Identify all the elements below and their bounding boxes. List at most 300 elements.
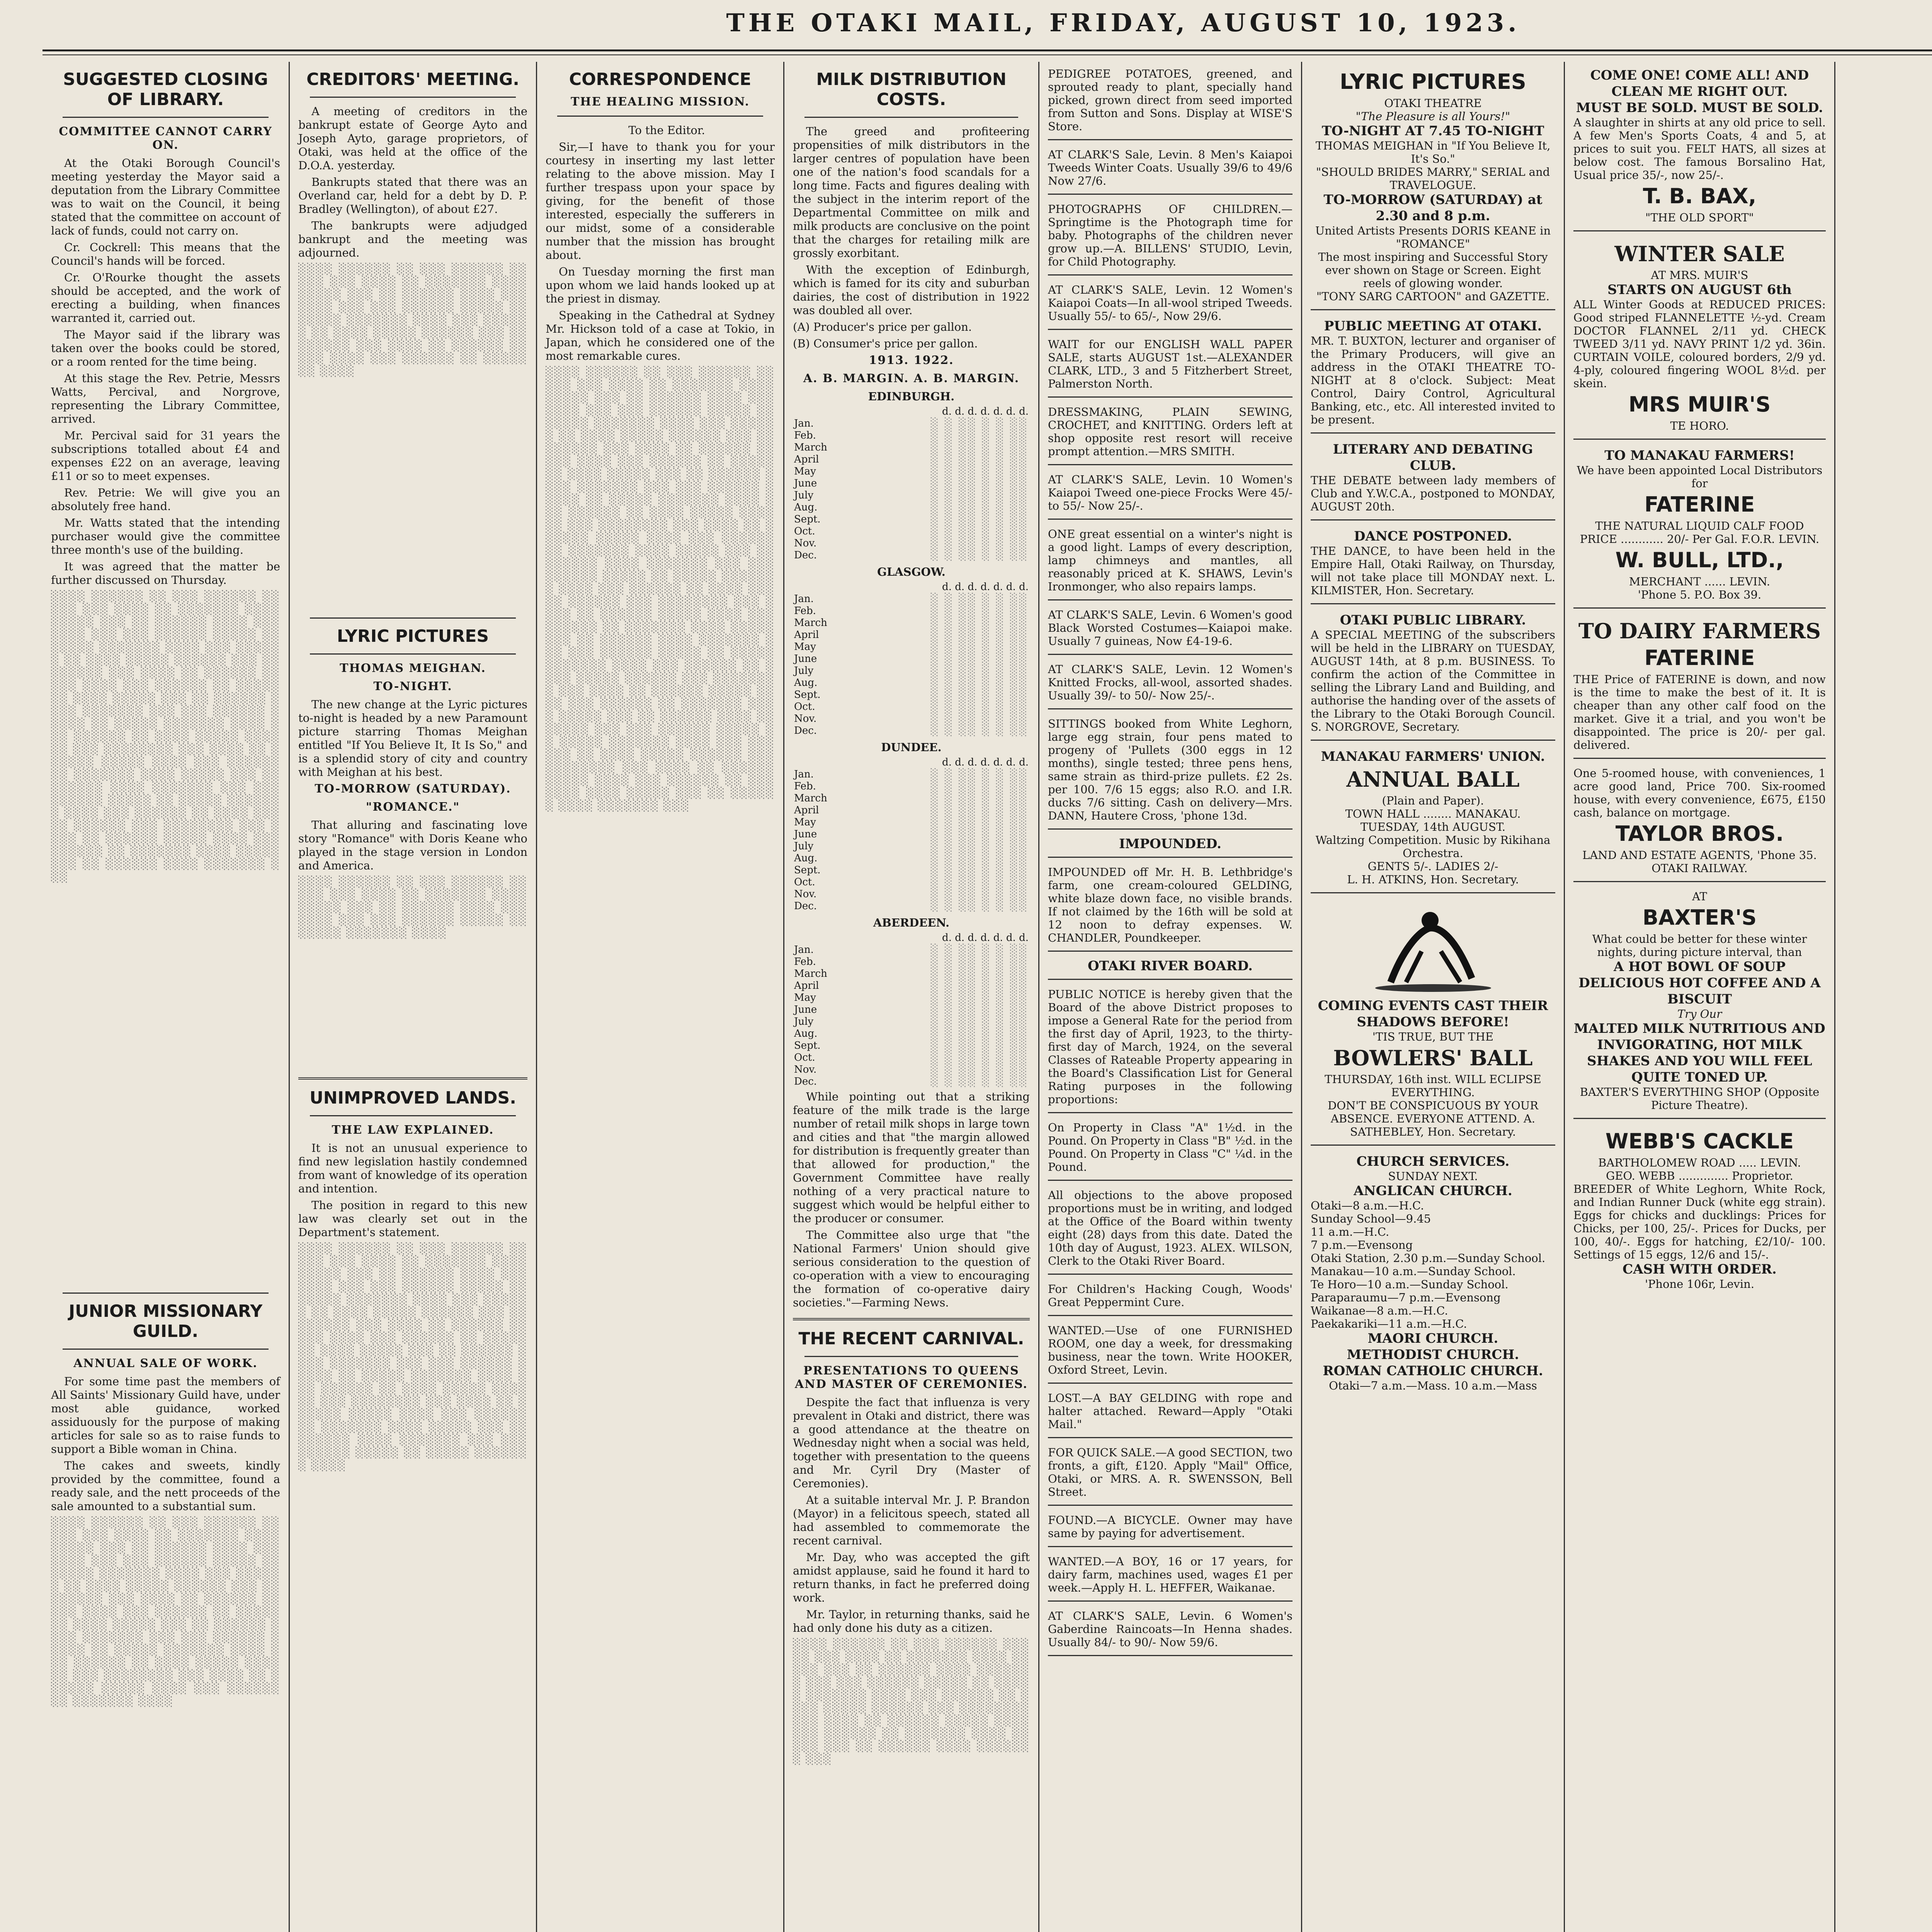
illegible-text-block: ░░░░ ░░░░░░ ░░ ░░░ ░░░░░░ ░░░░░ ░░░ ░░░░ ░░ ░░░░░░░ ░░░░ ░░░░░ ░░░ ░░ ░░░░░░ ░░░░ ░░░░░░░ ░░░ ░░░ ░░░░░░ ░░░░░ ░░ ░░░░░ ░░░░░░░ ░░░░ ░░░ ░░░░░░ ░░ ░░░░ ░░░░░ ░░░░░░ ░░░ ░░░░░░░░ ░░░ ░░░░ ░░ ░░░░░░ ░░░░░ ░░░░ ░░░ ░░░░░░ ░░ ░░░░░░░ ░░░░ ░░░░░ ░░░ ░░ ░░░░░░ ░░░░ ░░░░░░░ ░░░ ░░░ ░░░░░░ ░░░░░ ░░ ░░░░░ ░░░░░░░ ░░░░ ░░░ ░░░░░░ ░░ ░░░░ ░░░░░ ░░░░░░ ░░░ ░░░░░░░░ ░░░ ░░░░ ░░ ░░░░░░ ░░░░░ ░░░░ ░░░ ░░░░░░ ░░ ░░░░░░░ ░░░░ ░░░░░ ░░░ ░░ ░░░░░░ ░░░░ ░░░░░░░ ░░░ ░░░ ░░░░░░ ░░░░░ ░░ ░░░░░ ░░░░░░░ ░░░░ ░░░ ░░░░░░ ░░ ░░░░ ░░░░░ ░░░░░░ ░░░ ░░░░░░░░ ░░░ ░░░░ ░░ ░░░░░░ ░░░░░ ░░░░ ░░░ ░░░░░░ ░░ ░░░░░░░ ░░░░ ░░░░░ ░░░ ░░ ░░░░░░ ░░░░ ░░░░░░░ ░░░ ░░░ ░░░░░░ ░░░░░ ░░ ░░░░░ ░░░░░░░ ░░░░ ░░░ ░░░░░░ ░░ ░░░░ ░░░░░ ░░░░░░ ░░░ ░░░░░░░░ ░░░ ░░░░ ░░ ░░░░░░ ░░░░░ ░░░░ ░░░ ░░░░░░ ░░ ░░░░░░░ ░░░░ ░░░░░ ░░░ ░░ ░░░░░░ ░░░░ ░░░░░░░ ░░░ ░░░ ░░░░░░ ░░░░░ ░░ ░░░░░ ░░░░░░░ ░░░░ ░░░ ░░░░░░ ░░ ░░░░ ░░░░░ ░░░░░░ ░░░ ░░░░░░░░ ░░░ ░░░░ ░░ ░░░░░░ ░░░░░ ░░░░ ░░░ ░░░░░░ ░░ ░░░░░░░ ░░░░ ░░░░░ ░░░ ░░ ░░░░░░ ░░░░ ░░░░░░░ ░░░ — [546, 366, 775, 812]
faterine2-text: THE Price of FATERINE is down, and now is the time to make the best of it. It is cheaper than any other calf food on the market. Give it a trial, and you won't be disappointed. The price is 20/- per gal. delivered. — [1573, 673, 1826, 752]
webb-text: BREEDER of White Leghorn, White Rock, and Indian Runner Duck (white egg strain). Eggs for chicks and ducklings: Prices for Chicks, per 100, 25/-. Prices for Ducks, per 100, 40/-. Eggs for hatching, £2/10/- 100. Settings of 15 eggs, 12/6 and 15/-. — [1573, 1182, 1826, 1261]
table-legend: (A) Producer's price per gallon. — [793, 320, 972, 333]
taylor-ad — [1573, 761, 1826, 882]
table-row — [793, 653, 1030, 665]
table-illegible-values: ░ ░ ░░ ░ ░ ░░ — [930, 665, 1029, 677]
table-row — [793, 876, 1030, 888]
table-month: June — [794, 653, 817, 665]
table-row — [793, 605, 1030, 617]
paragraph: Cr. O'Rourke thought the assets should be accepted, and the work of erecting a building, when finances warranted it, carried out. — [51, 271, 280, 325]
table-row — [793, 406, 1030, 418]
church-line: Paekakariki—11 a.m.—H.C. — [1311, 1317, 1467, 1330]
table-illegible-values: ░ ░ ░░ ░ ░ ░░ — [930, 418, 1029, 429]
illegible-text-block: ░░░░ ░░░░░░ ░░ ░░░ ░░░░░░ ░░░░░ ░░░ ░░░░ ░░ ░░░░░░░ ░░░░ ░░░░░ ░░░ ░░ ░░░░░░ ░░░░ ░░░░░░░ ░░░ ░░░ ░░░░░░ ░░░░░ ░░ ░░░░░ ░░░░░░░ ░░░░ ░░░ ░░░░░░ ░░ ░░░░ ░░░░░ ░░░░░░ ░░░ ░░░░░░░░ ░░░ ░░░░ ░░ ░░░░░░ ░░░░░ ░░░░ ░░░ ░░░░░░ ░░ ░░░░░░░ ░░░░ ░░░░░ ░░░ ░░ ░░░░░░ ░░░░ ░░░░░░░ ░░░ ░░░ ░░░░░░ ░░░░░ ░░ ░░░░░ ░░░░░░░ ░░░░ ░░░ ░░░░░░ ░░ ░░░░ ░░░░░ ░░░░░░ ░░░ ░░░░░░░░ ░░░ ░░░░ ░░ ░░░░░░ ░░░░░ ░░░░ ░░░ ░░░░░░ ░░ ░░░░░░░ ░░░░ ░░░░░ ░░░ ░░ ░░░░░░ ░░░░ ░░░░░░░ ░░░ ░░░ ░░░░░░ ░░░░░ ░░ ░░░░░ ░░░░░░░ ░░░░ ░░░ ░░░░░░ ░░ ░░░░ ░░░░░ ░░░░░░ ░░░ ░░░░░░░░ ░░░ ░░░░ ░░ ░░░░░░ ░░░░░ ░░░░ ░░░ ░░░░░░ ░░ ░░░░░░░ ░░░░ ░░░░░ ░░░ ░░ ░░░░░░ ░░░░ ░░░░░░░ ░░░ — [51, 590, 280, 883]
table-row — [793, 1016, 1030, 1028]
table-row — [793, 968, 1030, 980]
winter-list: ALL Winter Goods at REDUCED PRICES: Good striped FLANNELETTE ½-yd. Cream DOCTOR FLANNEL 2/11 yd. CHECK TWEED 3/11 yd. NAVY PRINT 1/2 yd. 36in. CURTAIN VOILE, coloured borders, 2/9 yd. 4-ply, coloured fingering WOOL 8½d. per skein. — [1573, 298, 1826, 390]
webb-proprietor: GEO. WEBB .............. Proprietor. — [1606, 1169, 1793, 1182]
bowlers-tail: DON'T BE CONSPICUOUS BY YOUR ABSENCE. EVERYONE ATTEND. A. SATHEBLEY, Hon. Secretary. — [1327, 1099, 1539, 1138]
table-month: Feb. — [794, 605, 816, 617]
table-row — [793, 852, 1030, 864]
dairy-title: TO DAIRY FARMERS — [1578, 619, 1821, 643]
column-4 — [784, 62, 1039, 1932]
table-illegible-values: ░ ░ ░░ ░ ░ ░░ — [930, 689, 1029, 701]
table-illegible-values: ░ ░ ░░ ░ ░ ░░ — [930, 781, 1029, 792]
divider — [298, 1077, 527, 1080]
webb-sub: BARTHOLOMEW ROAD ..... LEVIN. — [1598, 1156, 1801, 1169]
table-illegible-values: ░ ░ ░░ ░ ░ ░░ — [930, 713, 1029, 724]
church-anglican: ANGLICAN CHURCH. — [1354, 1183, 1512, 1199]
ball-date: TUESDAY, 14th AUGUST. — [1360, 820, 1506, 833]
table-illegible-values: ░ ░ ░░ ░ ░ ░░ — [930, 605, 1029, 617]
table-row — [793, 629, 1030, 641]
subhead: ANNUAL SALE OF WORK. — [73, 1357, 258, 1370]
paragraph: The new change at the Lyric pictures to-night is headed by a new Paramount picture starring Thomas Meighan entitled "If You Believe It, It Is So," and is a splendid story of city and country with Meighan at his best. — [298, 698, 527, 779]
table-row — [793, 864, 1030, 876]
table-month: March — [794, 617, 827, 629]
table-illegible-values: ░ ░ ░░ ░ ░ ░░ — [930, 864, 1029, 876]
church-line: Waikanae—8 a.m.—H.C. — [1311, 1304, 1448, 1317]
table-row — [793, 526, 1030, 537]
table-illegible-values: ░ ░ ░░ ░ ░ ░░ — [930, 490, 1029, 501]
illegible-text-block: ░░░░ ░░░░░░ ░░ ░░░ ░░░░░░ ░░░░░ ░░░ ░░░░ ░░ ░░░░░░░ ░░░░ ░░░░░ ░░░ ░░ ░░░░░░ ░░░░ ░░░░░░░ ░░░ ░░░ ░░░░░░ ░░░░░ ░░ ░░░░░ ░░░░░░░ ░░░░ ░░░ ░░░░░░ ░░ ░░░░ ░░░░░ ░░░░░░ ░░░ ░░░░░░░░ ░░░ ░░░░ ░░ ░░░░░░ ░░░░░ ░░░░ ░░░ ░░░░░░ ░░ ░░░░░░░ ░░░░ ░░░░░ ░░░ ░░ ░░░░░░ ░░░░ ░░░░░░░ ░░░ ░░░ ░░░░░░ ░░░░░ ░░ ░░░░░ ░░░░░░░ ░░░░ ░░░ ░░░░░░ ░░ ░░░░ ░░░░░ ░░░░░░ ░░░ ░░░░░░░░ ░░░ ░░░░ ░░ ░░░░░░ ░░░░░ ░░░░ ░░░ ░░░░░░ ░░ ░░░░░░░ ░░░░ ░░░░░ ░░░ ░░ ░░░░░░ ░░░░ ░░░░░░░ ░░░ ░░░ ░░░░░░ ░░░░░ ░░ ░░░░░ ░░░░░░░ ░░░░ — [298, 1243, 527, 1471]
headline-correspondence: CORRESPONDENCE — [569, 70, 752, 89]
church-catholic: ROMAN CATHOLIC CHURCH. — [1323, 1363, 1543, 1379]
table-row — [793, 430, 1030, 442]
table-month: Aug. — [794, 502, 818, 513]
table-month: April — [794, 629, 819, 641]
table-city-heading: ABERDEEN. — [873, 916, 950, 929]
table-month: Oct. — [794, 701, 815, 713]
table-illegible-values: ░ ░ ░░ ░ ░ ░░ — [930, 617, 1029, 629]
classified-ads — [1048, 62, 1293, 1656]
table-row — [793, 980, 1030, 992]
table-illegible-values: ░ ░ ░░ ░ ░ ░░ — [930, 944, 1029, 956]
winter-start: STARTS ON AUGUST 6th — [1607, 282, 1792, 298]
table-city-heading: GLASGOW. — [877, 565, 946, 578]
table-row — [793, 828, 1030, 840]
table-unit-row: d. d. d. d. d. d. d. — [942, 581, 1029, 593]
table-month: March — [794, 793, 827, 804]
divider — [310, 653, 516, 655]
headline-guild: JUNIOR MISSIONARY GUILD. — [68, 1301, 263, 1341]
illegible-text-block: ░░░░ ░░░░░░ ░░ ░░░ ░░░░░░ ░░░░░ ░░░ ░░░░ ░░ ░░░░░░░ ░░░░ ░░░░░ ░░░ ░░ ░░░░░░ ░░░░ ░░░░░░░ ░░░ ░░░ ░░░░░░ ░░░░░ ░░ ░░░░░ ░░░░░░░ ░░░░ ░░░ ░░░░░░ ░░ ░░░░ ░░░░░ ░░░░░░ ░░░ ░░░░░░░░ ░░░ ░░░░ ░░ ░░░░░░ ░░░░░ ░░░░ ░░░ ░░░░░░ ░░ ░░░░░░░ ░░░░ ░░░░░ ░░░ ░░ ░░░░░░ ░░░░ ░░░░░░░ ░░░ — [793, 1638, 1030, 1765]
classified-ad: DRESSMAKING, PLAIN SEWING, CROCHET, and KNITTING. Orders left at shop opposite rest resort will receive prompt attention.—MRS SMITH. — [1048, 400, 1293, 465]
bowlers-ad — [1311, 896, 1555, 1146]
table-month: June — [794, 478, 817, 489]
paragraph: Mr. Day, who was accepted the gift amidst applause, said he found it hard to return thanks, in fact he preferred doing work. — [793, 1551, 1030, 1604]
table-month: July — [794, 840, 814, 852]
paragraph: Bankrupts stated that there was an Overland car, held for a debt by D. P. Bradley (Wellington), of about £27. — [298, 175, 527, 216]
milk-price-table — [793, 581, 1030, 737]
church-tail: Otaki—7 a.m.—Mass. 10 a.m.—Mass — [1329, 1379, 1537, 1392]
table-month: Oct. — [794, 1052, 815, 1063]
table-month: May — [794, 641, 816, 653]
table-month: Aug. — [794, 1028, 818, 1039]
table-row — [793, 781, 1030, 793]
table-month: July — [794, 665, 814, 677]
baxters-malted: MALTED MILK NUTRITIOUS AND INVIGORATING, HOT MILK SHAKES AND YOU WILL FEEL QUITE TONED UP. — [1574, 1021, 1825, 1085]
table-illegible-values: ░ ░ ░░ ░ ░ ░░ — [930, 769, 1029, 780]
paragraph: Despite the fact that influenza is very prevalent in Otaki and district, there was a good attendance at the theatre on Wednesday night when a social was held, together with presentation to the queens and Mr. Cyril Dry (Master of Ceremonies). — [793, 1396, 1030, 1490]
church-line: Manakau—10 a.m.—Sunday School. — [1311, 1265, 1516, 1278]
table-month: May — [794, 466, 816, 477]
table-illegible-values: ░ ░ ░░ ░ ░ ░░ — [930, 478, 1029, 489]
table-row — [793, 816, 1030, 828]
dance-ad — [1311, 523, 1555, 604]
baxters-title: BAXTER'S — [1642, 905, 1757, 930]
divider — [804, 1356, 1018, 1357]
table-month: Sept. — [794, 689, 821, 701]
table-illegible-values: ░ ░ ░░ ░ ░ ░░ — [930, 677, 1029, 689]
table-row — [793, 992, 1030, 1004]
table-month: Sept. — [794, 864, 821, 876]
table-row — [793, 713, 1030, 725]
lyric-sub: OTAKI THEATRE — [1384, 97, 1482, 110]
table-row — [793, 442, 1030, 454]
table-row — [793, 932, 1030, 944]
winter-title: WINTER SALE — [1614, 242, 1785, 266]
table-row — [793, 840, 1030, 852]
table-illegible-values: ░ ░ ░░ ░ ░ ░░ — [930, 1028, 1029, 1039]
table-row — [793, 804, 1030, 816]
paragraph: It was agreed that the matter be further discussed on Thursday. — [51, 560, 280, 587]
house-text: One 5-roomed house, with conveniences, 1 acre good land, Price 700. Six-roomed house, with every convenience, £675, £150 cash, balance on mortgage. — [1573, 767, 1826, 819]
baxters-soup: A HOT BOWL OF SOUP DELICIOUS HOT COFFEE AND A BISCUIT — [1578, 959, 1821, 1007]
table-illegible-values: ░ ░ ░░ ░ ░ ░░ — [930, 593, 1029, 605]
table-month: Aug. — [794, 677, 818, 689]
table-month: Jan. — [794, 769, 814, 780]
table-illegible-values: ░ ░ ░░ ░ ░ ░░ — [930, 992, 1029, 1003]
baxters-room: BAXTER'S EVERYTHING SHOP (Opposite Picture Theatre). — [1580, 1085, 1820, 1112]
faterine2-title: FATERINE — [1644, 646, 1755, 670]
table-legend: (B) Consumer's price per gallon. — [793, 337, 978, 350]
paragraph: The greed and profiteering propensities of milk distributors in the larger centres of population have been one of the nation's food scandals for a long time. Facts and figures dealing with the subject in the interim report of the Departmental Committee on milk and milk products are conclusive on the point that the charges for retailing milk are grossly exorbitant. — [793, 125, 1030, 260]
church-schedule — [1311, 1199, 1555, 1330]
faterine-price: PRICE ............ 20/- Per Gal. F.O.R. LEVIN. — [1580, 532, 1820, 546]
dancer-illustration-icon — [1364, 905, 1503, 994]
church-line: 7 p.m.—Evensong — [1311, 1238, 1413, 1252]
muirs-sub: TE HORO. — [1670, 419, 1729, 432]
classified-ad: FOR QUICK SALE.—A good SECTION, two fronts, a gift, £120. Apply "Mail" Office, Otaki, or MRS. A. R. SWENSSON, Bell Street. — [1048, 1440, 1293, 1506]
table-illegible-values: ░ ░ ░░ ░ ░ ░░ — [930, 840, 1029, 852]
table-month: Jan. — [794, 593, 814, 605]
divider — [310, 1115, 516, 1116]
classified-ad: SITTINGS booked from White Leghorn, large egg strain, four pens mated to progeny of 'Pullets (300 eggs in 12 months), single tested; three pens hens, same strain as third-prize pullets. £2 2s. per 100. 7/6 15 eggs; also R.O. and I.R. ducks 7/6 sitting. Cash on delivery—Mrs. DANN, Hautere Cross, 'phone 13d. — [1048, 712, 1293, 830]
lyric-support: "SHOULD BRIDES MARRY," SERIAL and TRAVELOGUE. — [1316, 165, 1550, 192]
dance-text: THE DANCE, to have been held in the Empire Hall, Otaki Railway, on Thursday, will not take place till MONDAY next. L. KILMISTER, Hon. Secretary. — [1311, 544, 1555, 597]
table-years: 1913. 1922. — [869, 354, 954, 367]
table-row — [793, 888, 1030, 900]
table-illegible-values: ░ ░ ░░ ░ ░ ░░ — [930, 653, 1029, 665]
paragraph: Mr. Watts stated that the intending purchaser would give the committee three month's use of the building. — [51, 516, 280, 556]
table-row — [793, 1028, 1030, 1040]
subhead: PRESENTATIONS TO QUEENS AND MASTER OF CEREMONIES. — [795, 1364, 1028, 1391]
baxters-try: Try Our — [1677, 1007, 1722, 1020]
bax-top2: MUST BE SOLD. MUST BE SOLD. — [1576, 100, 1823, 116]
milk-price-tables — [793, 390, 1030, 1088]
paragraph: For some time past the members of All Saints' Missionary Guild have, under most able guidance, worked assiduously for the purpose of making articles for sale so as to raise funds to support a Bible woman in China. — [51, 1375, 280, 1456]
paragraph: To the Editor. — [628, 124, 705, 137]
table-row — [793, 769, 1030, 781]
divider — [557, 116, 763, 117]
table-row — [793, 537, 1030, 549]
table-month: Sept. — [794, 1040, 821, 1051]
subhead: TO-NIGHT. — [373, 680, 452, 693]
column-6 — [1302, 62, 1565, 1932]
column-1 — [43, 62, 290, 1932]
table-month: Feb. — [794, 430, 816, 441]
paragraph: Cr. Cockrell: This means that the Council's hands will be forced. — [51, 241, 280, 267]
column-3 — [537, 62, 784, 1932]
table-illegible-values: ░ ░ ░░ ░ ░ ░░ — [930, 514, 1029, 525]
paragraph: At the Otaki Borough Council's meeting yesterday the Mayor said a deputation from the Library Committee was to wait on the Council, it being stated that the committee on account of lack of funds, could not carry on. — [51, 156, 280, 237]
table-month: April — [794, 454, 819, 465]
table-illegible-values: ░ ░ ░░ ░ ░ ░░ — [930, 526, 1029, 537]
paragraph: The position in regard to this new law was clearly set out in the Department's statement. — [298, 1199, 527, 1239]
table-month: Jan. — [794, 944, 814, 956]
dairy-ad — [1573, 611, 1826, 759]
table-city-heading: DUNDEE. — [881, 741, 942, 754]
table-illegible-values: ░ ░ ░░ ░ ░ ░░ — [930, 804, 1029, 816]
table-illegible-values: ░ ░ ░░ ░ ░ ░░ — [930, 828, 1029, 840]
paragraph: With the exception of Edinburgh, which is famed for its city and suburban dairies, the cost of distribution in 1922 was doubled all over. — [793, 263, 1030, 317]
bax-list: A slaughter in shirts at any old price to sell. A few Men's Sports Coats, 4 and 5, at prices to suit you. FELT HATS, all sizes at below cost. The famous Borsalino Hat, Usual price 35/-, now 25/-. — [1573, 116, 1826, 182]
column-5 — [1039, 62, 1302, 1932]
divider — [310, 97, 516, 98]
debate-text: THE DEBATE between lady members of Club and Y.W.C.A., postponed to MONDAY, AUGUST 20th. — [1311, 474, 1555, 513]
table-row — [793, 581, 1030, 593]
table-row — [793, 757, 1030, 769]
classified-ad: ONE great essential on a winter's night is a good light. Lamps of every description, lamp chimneys and mantles, all reasonably priced at K. SHAWS, Levin's Ironmonger, who also repairs lamps. — [1048, 522, 1293, 600]
table-row — [793, 466, 1030, 478]
divider — [63, 117, 269, 118]
muirs: MRS MUIR'S — [1628, 392, 1771, 417]
table-illegible-values: ░ ░ ░░ ░ ░ ░░ — [930, 549, 1029, 561]
table-month: Oct. — [794, 876, 815, 888]
lyric-title: LYRIC PICTURES — [1340, 70, 1526, 94]
table-illegible-values: ░ ░ ░░ ░ ░ ░░ — [930, 1064, 1029, 1075]
paragraph: Rev. Petrie: We will give you an absolutely free hand. — [51, 486, 280, 513]
table-row — [793, 1040, 1030, 1052]
paragraph: Sir,—I have to thank you for your courtesy in inserting my last letter relating to the above mission. May I further trespass upon your space by giving, for the benefit of those interested, especially the sufferers in our midst, some of a considerable number that the mission has brought about. — [546, 140, 775, 262]
taylor-title: TAYLOR BROS. — [1615, 821, 1784, 846]
subhead: COMMITTEE CANNOT CARRY ON. — [59, 125, 272, 152]
webb-cash: CASH WITH ORDER. — [1622, 1262, 1777, 1277]
ball-place: TOWN HALL ........ MANAKAU. — [1345, 807, 1521, 820]
table-illegible-values: ░ ░ ░░ ░ ░ ░░ — [930, 537, 1029, 549]
table-unit-row: d. d. d. d. d. d. d. — [942, 757, 1029, 768]
divider — [63, 1349, 269, 1350]
table-month: June — [794, 828, 817, 840]
table-illegible-values: ░ ░ ░░ ░ ░ ░░ — [930, 701, 1029, 713]
table-month: March — [794, 968, 827, 980]
farmers-title: MANAKAU FARMERS' UNION. — [1321, 749, 1545, 764]
table-month: Jan. — [794, 418, 814, 429]
table-row — [793, 1076, 1030, 1088]
table-month: Feb. — [794, 956, 816, 968]
subhead: TO-MORROW (SATURDAY). — [315, 782, 511, 796]
table-month: Nov. — [794, 1064, 817, 1075]
divider — [793, 1318, 1030, 1320]
ball-price: GENTS 5/-. LADIES 2/- — [1367, 860, 1498, 873]
table-row — [793, 956, 1030, 968]
classified-ad: WANTED.—A BOY, 16 or 17 years, for dairy farm, machines used, wages £1 per week.—Apply H. L. HEFFER, Waikanae. — [1048, 1549, 1293, 1602]
table-columns: A. B. MARGIN. A. B. MARGIN. — [803, 372, 1020, 385]
table-illegible-values: ░ ░ ░░ ░ ░ ░░ — [930, 793, 1029, 804]
headline-creditors: CREDITORS' MEETING. — [306, 70, 519, 89]
church-sub: SUNDAY NEXT. — [1388, 1170, 1478, 1183]
milk-price-table — [793, 406, 1030, 561]
table-row — [793, 1004, 1030, 1016]
paragraph: That alluring and fascinating love story "Romance" with Doris Keane who played in the stage version in London and America. — [298, 818, 527, 872]
milk-price-table — [793, 932, 1030, 1088]
table-month: March — [794, 442, 827, 453]
table-row — [793, 549, 1030, 561]
paragraph: A meeting of creditors in the bankrupt estate of George Ayto and Joseph Ayto, garage proprietors, of Otaki, was held at the office of the D.O.A. yesterday. — [298, 105, 527, 172]
table-row — [793, 418, 1030, 430]
church-line: Paraparaumu—7 p.m.—Evensong — [1311, 1291, 1501, 1304]
coming-events: COMING EVENTS CAST THEIR SHADOWS BEFORE! — [1318, 998, 1548, 1030]
lyric-tonight: TO-NIGHT AT 7.45 TO-NIGHT — [1321, 123, 1544, 139]
table-illegible-values: ░ ░ ░░ ░ ░ ░░ — [930, 956, 1029, 968]
winter-sale-ad — [1573, 234, 1826, 440]
subhead: "ROMANCE." — [366, 800, 460, 814]
table-month: Dec. — [794, 1076, 817, 1087]
faterine-sub: THE NATURAL LIQUID CALF FOOD — [1595, 519, 1804, 532]
table-illegible-values: ░ ░ ░░ ░ ░ ░░ — [930, 725, 1029, 736]
table-illegible-values: ░ ░ ░░ ░ ░ ░░ — [930, 1016, 1029, 1027]
manakau-farmers: TO MANAKAU FARMERS! — [1604, 448, 1795, 463]
lyric-keane-desc: The most inspiring and Successful Story ever shown on Stage or Screen. Eight reels of glowing wonder. — [1318, 250, 1548, 290]
meeting-ad — [1311, 313, 1555, 434]
paragraph: On Tuesday morning the first man upon whom we laid hands looked up at the priest in dismay. — [546, 265, 775, 305]
classified-ad: AT CLARK'S Sale, Levin. 8 Men's Kaiapoi Tweeds Winter Coats. Usually 39/6 to 49/6 Now 27/6. — [1048, 143, 1293, 195]
meeting-title: PUBLIC MEETING AT OTAKI. — [1324, 318, 1542, 334]
table-month: Nov. — [794, 537, 817, 549]
subhead: THOMAS MEIGHAN. — [340, 662, 486, 675]
table-row — [793, 665, 1030, 677]
classified-ad: All objections to the above proposed proportions must be in writing, and lodged at the Office of the Board within twenty eight (28) days from this date. Dated the 10th day of August, 1923. ALEX. WILSON, Clerk to the Otaki River Board. — [1048, 1183, 1293, 1275]
classified-ad: AT CLARK'S SALE, Levin. 6 Women's good Black Worsted Costumes—Kaiapoi make. Usually 7 guineas, Now £4-19-6. — [1048, 603, 1293, 655]
headline-milk: MILK DISTRIBUTION COSTS. — [816, 70, 1007, 109]
faterine-title: FATERINE — [1644, 492, 1755, 517]
headline-library: SUGGESTED CLOSING OF LIBRARY. — [63, 70, 268, 109]
table-row — [793, 502, 1030, 514]
table-row — [793, 944, 1030, 956]
divider — [310, 617, 516, 619]
table-row — [793, 490, 1030, 502]
classified-ad: WANTED.—Use of one FURNISHED ROOM, one day a week, for dressmaking business, near the town. Write HOOKER, Oxford Street, Levin. — [1048, 1318, 1293, 1384]
church-line: 11 a.m.—H.C. — [1311, 1225, 1389, 1238]
table-city-heading: EDINBURGH. — [868, 390, 955, 403]
classified-ad: AT CLARK'S SALE, Levin. 12 Women's Kaiapoi Coats—In all-wool striped Tweeds. Usually 55/- to 65/-, Now 29/6. — [1048, 278, 1293, 330]
bull-phone: 'Phone 5. P.O. Box 39. — [1638, 588, 1762, 601]
paragraph: The Mayor said if the library was taken over the books could be stored, or a room rented for the time being. — [51, 328, 280, 368]
classified-ad: For Children's Hacking Cough, Woods' Great Peppermint Cure. — [1048, 1277, 1293, 1316]
column-2 — [290, 62, 537, 1932]
table-month: July — [794, 490, 814, 501]
ball-sub: (Plain and Paper). — [1382, 794, 1484, 807]
winter-at: AT MRS. MUIR'S — [1651, 269, 1748, 282]
table-illegible-values: ░ ░ ░░ ░ ░ ░░ — [930, 1004, 1029, 1015]
table-row — [793, 689, 1030, 701]
church-maori: MAORI CHURCH. — [1367, 1331, 1498, 1346]
divider — [63, 1293, 269, 1294]
paragraph: The cakes and sweets, kindly provided by the committee, found a ready sale, and the nett proceeds of the sale amounted to a substantial sum. — [51, 1459, 280, 1513]
table-month: June — [794, 1004, 817, 1015]
paragraph: The Committee also urge that "the National Farmers' Union should give serious consideration to the question of co-operation with a view to encouraging the formation of co-operative dairy societies."—Farming News. — [793, 1228, 1030, 1309]
ball-title: ANNUAL BALL — [1346, 767, 1520, 792]
illegible-text-block: ░░░░ ░░░░░░ ░░ ░░░ ░░░░░░ ░░░░░ ░░░ ░░░░ ░░ ░░░░░░░ ░░░░ ░░░░░ ░░░ ░░ ░░░░░░ ░░░░ ░░░░░░░ ░░░ ░░░ ░░░░░░ ░░░░░ ░░ ░░░░░ ░░░░░░░ ░░░░ — [298, 876, 527, 939]
lyric-meighan: THOMAS MEIGHAN in "If You Believe It, It's So." — [1315, 139, 1551, 165]
masthead-rule — [43, 49, 1932, 55]
table-illegible-values: ░ ░ ░░ ░ ░ ░░ — [930, 1040, 1029, 1051]
table-month: Dec. — [794, 725, 817, 736]
paragraph: Mr. Percival said for 31 years the subscriptions totalled about £4 and expenses £22 on an average, leaving £11 or so to meet expenses. — [51, 429, 280, 483]
table-month: Oct. — [794, 526, 815, 537]
baxters-at: AT — [1692, 890, 1707, 903]
appointed: We have been appointed Local Distributors for — [1577, 464, 1823, 490]
bax-top: COME ONE! COME ALL! AND CLEAN ME RIGHT OUT. — [1590, 68, 1809, 99]
classified-ad: PHOTOGRAPHS OF CHILDREN.—Springtime is the Photograph time for baby. Photographs of the children never grow up.—A. BILLENS' STUDIO, Levin, for Child Photography. — [1048, 197, 1293, 276]
classified-ad: On Property in Class "A" 1½d. in the Pound. On Property in Class "B" ½d. in the Pound. On Property in Class "C" ¼d. in the Pound. — [1048, 1116, 1293, 1181]
table-row — [793, 900, 1030, 912]
table-month: April — [794, 804, 819, 816]
table-illegible-values: ░ ░ ░░ ░ ░ ░░ — [930, 442, 1029, 453]
church-line: Otaki—8 a.m.—H.C. — [1311, 1199, 1424, 1212]
debate-ad — [1311, 436, 1555, 520]
table-month: April — [794, 980, 819, 992]
bax-ad — [1573, 62, 1826, 231]
table-unit-row: d. d. d. d. d. d. d. — [942, 932, 1029, 944]
table-row — [793, 1064, 1030, 1076]
classified-ad: FOUND.—A BICYCLE. Owner may have same by paying for advertisement. — [1048, 1508, 1293, 1547]
illegible-text-block: ░░░░ ░░░░░░ ░░ ░░░ ░░░░░░ ░░░░░ ░░░ ░░░░ ░░ ░░░░░░░ ░░░░ ░░░░░ ░░░ ░░ ░░░░░░ ░░░░ ░░░░░░░ ░░░ ░░░ ░░░░░░ ░░░░░ ░░ ░░░░░ ░░░░░░░ ░░░░ ░░░ ░░░░░░ ░░ ░░░░ ░░░░░ ░░░░░░ ░░░ ░░░░░░░░ ░░░ ░░░░ ░░ ░░░░░░ ░░░░░ ░░░░ ░░░ ░░░░░░ ░░ ░░░░░░░ ░░░░ ░░░░░ ░░░ ░░ ░░░░░░ ░░░░ ░░░░░░░ ░░░ ░░░ ░░░░░░ ░░░░░ ░░ ░░░░░ ░░░░░░░ ░░░░ ░░░ ░░░░░░ ░░ ░░░░ ░░░░░ ░░░░░░ ░░░ ░░░░░░░░ ░░░ ░░░░ ░░ ░░░░░░ ░░░░░ ░░░░ ░░░ ░░░░░░ ░░ ░░░░░░░ ░░░░ — [51, 1517, 280, 1707]
lyric-keane: United Artists Presents DORIS KEANE in "ROMANCE" — [1315, 224, 1551, 250]
classified-ad: LOST.—A BAY GELDING with rope and halter attached. Reward—Apply "Otaki Mail." — [1048, 1386, 1293, 1438]
table-row — [793, 793, 1030, 804]
classified-ad: OTAKI RIVER BOARD. — [1048, 954, 1293, 980]
table-row — [793, 701, 1030, 713]
table-illegible-values: ░ ░ ░░ ░ ░ ░░ — [930, 1052, 1029, 1063]
bax-sub: "THE OLD SPORT" — [1645, 211, 1754, 224]
table-row — [793, 617, 1030, 629]
table-illegible-values: ░ ░ ░░ ░ ░ ░░ — [930, 816, 1029, 828]
taylor-sub: LAND AND ESTATE AGENTS, 'Phone 35. OTAKI RAILWAY. — [1582, 849, 1817, 875]
headline-carnival: THE RECENT CARNIVAL. — [798, 1329, 1024, 1349]
table-illegible-values: ░ ░ ░░ ░ ░ ░░ — [930, 852, 1029, 864]
table-illegible-values: ░ ░ ░░ ░ ░ ░░ — [930, 502, 1029, 513]
bowlers-pre: 'TIS TRUE, BUT THE — [1372, 1030, 1494, 1043]
paragraph: At a suitable interval Mr. J. P. Brandon (Mayor) in a felicitous speech, stated all had assembled to commemorate the recent carnival. — [793, 1493, 1030, 1547]
paragraph: While pointing out that a striking feature of the milk trade is the large number of retail milk shops in large town and cities and that "the margin allowed for distribution is frequently greater than that allowed for production," the Government Committee have really nothing of a very practical nature to suggest which would be helpful either to the producer or consumer. — [793, 1090, 1030, 1225]
table-illegible-values: ░ ░ ░░ ░ ░ ░░ — [930, 454, 1029, 465]
table-month: Dec. — [794, 900, 817, 912]
table-unit-row: d. d. d. d. d. d. d. — [942, 406, 1029, 417]
lyric-motto: "The Pleasure is all Yours!" — [1355, 110, 1510, 123]
table-row — [793, 677, 1030, 689]
baxters-ad — [1573, 884, 1826, 1119]
faterine-ad — [1573, 442, 1826, 609]
table-row — [793, 514, 1030, 526]
table-row — [793, 454, 1030, 466]
lyric-ad — [1311, 62, 1555, 310]
table-illegible-values: ░ ░ ░░ ░ ░ ░░ — [930, 900, 1029, 912]
library-text: A SPECIAL MEETING of the subscribers will be held in the LIBRARY on TUESDAY, AUGUST 14th, at 8 p.m. BUSINESS. To confirm the action of the Committee in selling the Library Land and Building, and authorise the handing over of the assets of the Library to the Otaki Borough Council. S. NORGROVE, Secretary. — [1311, 628, 1555, 733]
table-month: Feb. — [794, 781, 816, 792]
table-illegible-values: ░ ░ ░░ ░ ░ ░░ — [930, 430, 1029, 441]
